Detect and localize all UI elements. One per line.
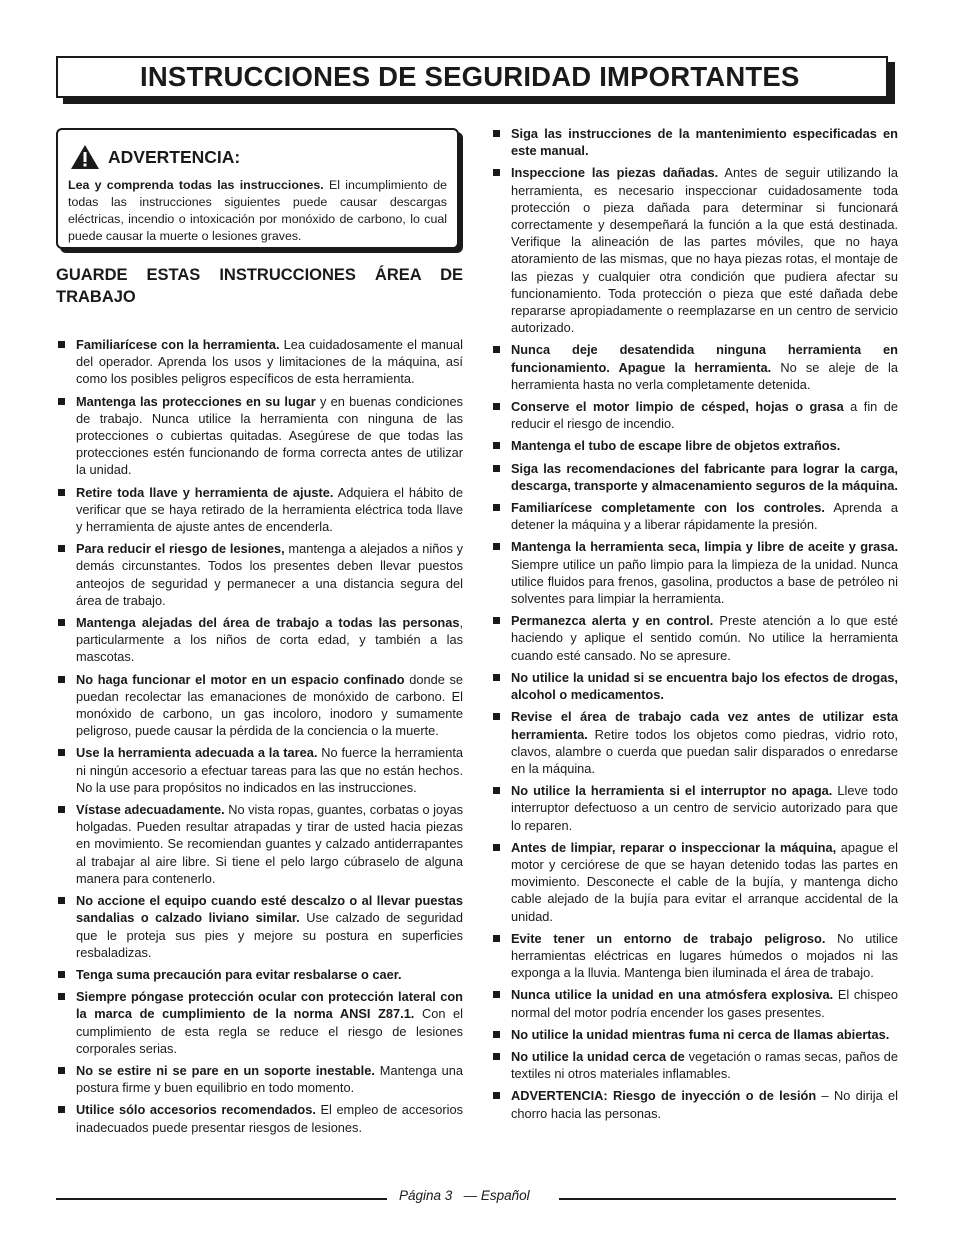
- list-item-bold: Mantenga la herramienta seca, limpia y libre de aceite y grasa.: [511, 539, 898, 555]
- list-item-bold: Mantenga el tubo de escape libre de objetos extraños.: [511, 438, 841, 454]
- list-item-body: Use calzado de seguridad que le proteja sus pies y mejore su postura en superficies resbaladizas.: [76, 910, 464, 960]
- list-item-body: No se aleje de la herramienta hasta no verla completamente detenida.: [511, 359, 898, 392]
- square-bullet-icon: [58, 806, 65, 813]
- list-item-bold: No se estire ni se pare en un soporte inestable.: [76, 1062, 375, 1078]
- left-column: [58, 336, 463, 1141]
- title-box: [56, 56, 888, 98]
- section-heading: GUARDE ESTAS INSTRUCCIONES ÁREA DE TRABAJO: [56, 266, 463, 306]
- list-item-bold: Familiarícese con la herramienta.: [76, 337, 280, 352]
- square-bullet-icon: [493, 504, 500, 511]
- square-bullet-icon: [493, 403, 500, 410]
- list-item-body: Mantenga una postura firme y buen equilibrio en todo momento.: [76, 1062, 463, 1096]
- list-item: [58, 540, 463, 609]
- list-item-body: Retire todos los objetos como piedras, vidrio roto, clavos, alambre o cuerda que puedan salir disparados o enredarse en la máquina.: [511, 726, 898, 776]
- square-bullet-icon: [58, 1106, 65, 1113]
- list-item: [58, 744, 463, 796]
- list-item: [493, 460, 898, 494]
- list-item-body: Adquiera el hábito de verificar que se haya retirado de la herramienta eléctrica toda llave y herramienta de ajuste antes de encenderla.: [76, 484, 463, 535]
- footer-rule-left: [56, 1198, 387, 1200]
- list-item-bold: No utilice la unidad cerca de: [511, 1048, 685, 1064]
- square-bullet-icon: [58, 619, 65, 626]
- list-item-body: Siempre utilice un paño limpio para la limpieza de la unidad. Nunca utilice fluidos para frenos, gasolina, productos a base de petróleo ni solventes para limpiar la herramienta.: [511, 556, 898, 607]
- list-item-body: No vista ropas, guantes, corbatas o joyas holgadas. Pueden resultar atrapadas y tirar de usted hacia piezas en movimiento. Se recomiendan guantes y calzado antiderrapantes al trabajar al aire libre. Si tiene el pelo largo cúbraselo de alguna manera para contenerlo.: [76, 802, 463, 886]
- list-item-text: [76, 966, 463, 983]
- square-bullet-icon: [58, 489, 65, 496]
- list-item-bold: Vístase adecuadamente.: [76, 802, 225, 818]
- list-item-text: [511, 398, 898, 432]
- list-item-body: y en buenas condiciones de trabajo. Nunca utilice la herramienta con ninguna de las protecciones o cubiertas quitadas. Asegúrese de que todas las protecciones estén funcionando de forma correcta antes de utilizar la unidad.: [76, 393, 464, 478]
- warning-bold: Lea y comprenda todas las instrucciones.: [68, 178, 324, 192]
- list-item-text: [511, 1048, 898, 1082]
- list-item-body: mantenga a alejados a niños y demás circunstantes. Todos los presentes deben llevar puestos anteojos de seguridad y permanecer a una distancia segura del área de trabajo.: [76, 541, 463, 608]
- footer-language: — Español: [463, 1188, 530, 1203]
- warning-body: El incumplimiento de todas las instrucciones siguientes puede causar descargas eléctricas, incendio o intoxicación por monóxido de carbono, lo cual puede causar la muerte o lesiones graves.: [68, 178, 447, 243]
- list-item-text: [76, 801, 463, 887]
- square-bullet-icon: [58, 1067, 65, 1074]
- list-item: [58, 892, 463, 961]
- list-item-text: [76, 1062, 463, 1096]
- list-item-bold: No utilice la herramienta si el interruptor no apaga.: [511, 783, 833, 799]
- list-item-text: [511, 460, 898, 494]
- square-bullet-icon: [493, 617, 500, 624]
- list-item-bold: Mantenga las protecciones en su lugar: [76, 393, 316, 409]
- list-item-bold: Siempre póngase protección ocular con protección lateral con la marca de cumplimiento de la norma ANSI Z87.1.: [76, 989, 463, 1022]
- square-bullet-icon: [493, 130, 500, 137]
- list-item: [493, 930, 898, 982]
- list-item: [58, 393, 463, 479]
- list-item-bold: No utilice la unidad mientras fuma ni cerca de llamas abiertas.: [511, 1026, 890, 1042]
- list-item-text: [511, 437, 898, 454]
- list-item-bold: Evite tener un entorno de trabajo peligroso.: [511, 930, 826, 946]
- list-item-body: vegetación o ramas secas, paños de textiles ni otros materiales inflamables.: [511, 1048, 898, 1082]
- warning-box: [56, 128, 459, 249]
- warning-triangle-icon: [70, 144, 100, 170]
- list-item-body: Lleve todo interruptor defectuoso a un centro de servicio autorizado para que lo reparen.: [511, 783, 898, 833]
- list-item-text: [76, 892, 463, 961]
- list-item: [493, 782, 898, 834]
- list-item: [58, 988, 463, 1057]
- square-bullet-icon: [493, 1092, 500, 1099]
- list-item: [493, 612, 898, 664]
- list-item-text: [511, 669, 898, 703]
- list-item-bold: Inspeccione las piezas dañadas.: [511, 165, 719, 181]
- list-item-text: [511, 708, 898, 777]
- list-item: [58, 801, 463, 887]
- warning-header: [70, 144, 447, 170]
- square-bullet-icon: [58, 971, 65, 978]
- footer: [56, 1188, 896, 1208]
- list-item: [493, 708, 898, 777]
- list-item-bold: Utilice sólo accesorios recomendados.: [76, 1102, 316, 1118]
- list-item-body: apague el motor y cerciórese de que se hayan detenido todas las partes en movimiento. Desconecte el cable de la bujía, y mantenga dicho cable alejado de la bujía para evitar el arranque accidental de la unidad.: [511, 839, 898, 924]
- list-item: [493, 538, 898, 607]
- square-bullet-icon: [493, 991, 500, 998]
- list-item-text: [511, 986, 898, 1020]
- list-item: [58, 966, 463, 983]
- square-bullet-icon: [493, 465, 500, 472]
- warning-heading: ADVERTENCIA:: [108, 146, 241, 167]
- list-item-bold: ADVERTENCIA: Riesgo de inyección o de lesión: [511, 1088, 817, 1104]
- list-item-text: [76, 988, 463, 1057]
- footer-rule-right: [559, 1198, 896, 1200]
- list-item-text: [511, 839, 898, 925]
- list-item-bold: Nunca deje desatendida ninguna herramienta en funcionamiento. Apague la herramienta.: [511, 342, 898, 375]
- list-item: [493, 164, 898, 336]
- list-item-bold: Tenga suma precaución para evitar resbalarse o caer.: [76, 966, 402, 982]
- list-item: [58, 671, 463, 740]
- square-bullet-icon: [493, 844, 500, 851]
- list-item-bold: Mantenga alejadas del área de trabajo a todas las personas: [76, 615, 460, 631]
- list-item: [58, 1101, 463, 1135]
- square-bullet-icon: [58, 676, 65, 683]
- list-item: [493, 125, 898, 159]
- list-item-text: [76, 540, 463, 609]
- list-item-bold: Siga las instrucciones de la mantenimiento especificadas en este manual.: [511, 126, 898, 159]
- square-bullet-icon: [493, 787, 500, 794]
- square-bullet-icon: [58, 897, 65, 904]
- list-item: [493, 341, 898, 393]
- list-item-bold: Nunca utilice la unidad en una atmósfera explosiva.: [511, 987, 834, 1003]
- list-item-text: [511, 341, 898, 393]
- list-item-text: [511, 612, 898, 664]
- square-bullet-icon: [493, 935, 500, 942]
- list-item-body: Con el cumplimiento de esta regla se reduce el riesgo de lesiones corporales serias.: [76, 1006, 464, 1056]
- square-bullet-icon: [58, 545, 65, 552]
- list-item-body: Lea cuidadosamente el manual del operador. Aprenda los usos y limitaciones de la máquina, así como los posibles peligros específicos de esta herramienta.: [76, 337, 463, 387]
- list-item-text: [511, 1087, 898, 1121]
- footer-text: [399, 1188, 530, 1203]
- list-item-text: [511, 538, 898, 607]
- list-item-bold: Retire toda llave y herramienta de ajuste.: [76, 484, 334, 500]
- list-item-bold: Use la herramienta adecuada a la tarea.: [76, 745, 318, 761]
- list-item: [58, 614, 463, 666]
- list-item-body: No fuerce la herramienta ni ningún accesorio a efectuar tareas para las que no están hechos. No la use para propósitos no indicados en las instrucciones.: [76, 745, 463, 795]
- square-bullet-icon: [493, 674, 500, 681]
- list-item: [493, 986, 898, 1020]
- list-item-bold: No utilice la unidad si se encuentra bajo los efectos de drogas, alcohol o medicamentos.: [511, 669, 898, 703]
- list-item: [58, 336, 463, 388]
- list-item-bold: Permanezca alerta y en control.: [511, 613, 714, 629]
- list-item-text: [76, 484, 463, 536]
- square-bullet-icon: [493, 1031, 500, 1038]
- list-item: [493, 499, 898, 533]
- list-item-body: donde se puedan recolectar las emanaciones de monóxido de carbono. El monóxido de carbono, un gas incoloro, inodoro y sumamente peligroso, puede causar la pérdida de la conciencia o la muerte.: [76, 671, 463, 739]
- list-item-body: Aprenda a detener la máquina y a liberar rápidamente la presión.: [511, 500, 898, 533]
- list-item: [493, 669, 898, 703]
- square-bullet-icon: [493, 543, 500, 550]
- list-item-body: El empleo de accesorios inadecuados puede presentar riesgos de lesiones.: [76, 1102, 463, 1135]
- page-title: INSTRUCCIONES DE SEGURIDAD IMPORTANTES: [140, 61, 800, 92]
- list-item: [493, 1048, 898, 1082]
- list-item-body: El chispeo normal del motor podría encender los gases presentes.: [511, 987, 898, 1020]
- list-item-bold: Conserve el motor limpio de césped, hojas o grasa: [511, 399, 844, 415]
- list-item-bold: Revise el área de trabajo cada vez antes de utilizar esta herramienta.: [511, 709, 898, 742]
- square-bullet-icon: [58, 993, 65, 1000]
- list-item: [493, 1026, 898, 1043]
- list-item-text: [511, 930, 898, 982]
- list-item-body: Antes de seguir utilizando la herramienta, es necesario inspeccionar cuidadosamente toda protección o pieza dañada para determinar si funcionará correctamente y desempeñará la función a la que está destinada. Verifique la alineación de las partes móviles, que no haya atoramiento de las mismas, que no haya piezas rotas, el montaje de las piezas y cualquier otra condición que pudiera afectar su funcionamiento. Toda protección o pieza que esté dañada debe repararse apropiadamente o reemplazarse en un centro de servicio autorizado.: [511, 165, 898, 336]
- square-bullet-icon: [493, 442, 500, 449]
- square-bullet-icon: [58, 341, 65, 348]
- list-item: [58, 1062, 463, 1096]
- list-item-body: No utilice herramientas eléctricas en lugares húmedos o mojados ni las exponga a la lluvia. Mantenga bien iluminada el área de trabajo.: [511, 930, 899, 981]
- square-bullet-icon: [493, 169, 500, 176]
- list-item-text: [76, 336, 463, 388]
- square-bullet-icon: [58, 398, 65, 405]
- list-item-text: [76, 393, 463, 479]
- list-item-bold: No haga funcionar el motor en un espacio confinado: [76, 671, 405, 687]
- square-bullet-icon: [493, 346, 500, 353]
- list-item-text: [76, 614, 463, 666]
- list-item: [493, 398, 898, 432]
- square-bullet-icon: [493, 713, 500, 720]
- list-item: [493, 437, 898, 454]
- page-number: Página 3: [399, 1188, 453, 1203]
- list-item-body: , particularmente a los niños de corta edad, y también a las mascotas.: [76, 615, 463, 665]
- warning-text: [68, 177, 447, 245]
- list-item-body: – No dirija el chorro hacia las personas.: [511, 1088, 898, 1121]
- list-item-bold: Para reducir el riesgo de lesiones,: [76, 541, 285, 557]
- square-bullet-icon: [493, 1053, 500, 1060]
- list-item-text: [76, 671, 463, 740]
- list-item-bold: Siga las recomendaciones del fabricante para lograr la carga, descarga, transporte y almacenamiento seguros de la máquina.: [511, 460, 898, 493]
- list-item-text: [511, 782, 898, 834]
- list-item: [493, 1087, 898, 1121]
- list-item-text: [511, 164, 898, 336]
- list-item-body: a fin de reducir el riesgo de incendio.: [511, 399, 898, 432]
- list-item-text: [511, 499, 898, 533]
- square-bullet-icon: [58, 749, 65, 756]
- list-item-bold: No accione el equipo cuando esté descalzo o al llevar puestas sandalias o calzado liviano similar.: [76, 893, 463, 926]
- list-item-bold: Familiarícese completamente con los controles.: [511, 500, 825, 516]
- list-item-text: [511, 1026, 898, 1043]
- list-item-text: [511, 125, 898, 159]
- right-column: [493, 125, 898, 1127]
- list-item-body: Preste atención a lo que esté haciendo y aplique el sentido común. No utilice la herramienta cuando esté cansado. No se apresure.: [511, 613, 898, 663]
- list-item: [493, 839, 898, 925]
- list-item-text: [76, 1101, 463, 1135]
- list-item: [58, 484, 463, 536]
- list-item-bold: Antes de limpiar, reparar o inspeccionar la máquina,: [511, 839, 837, 855]
- list-item-text: [76, 744, 463, 796]
